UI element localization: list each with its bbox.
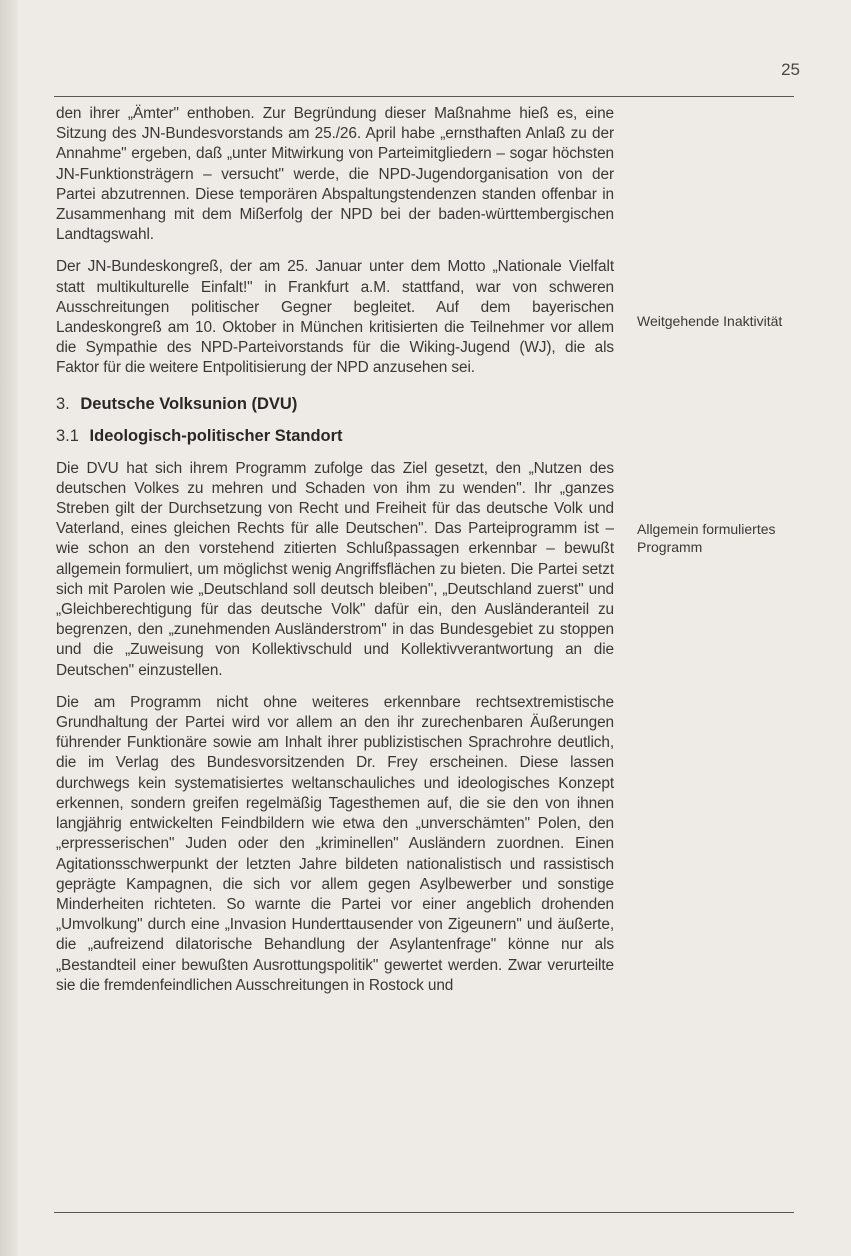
page-edge-shadow — [0, 0, 18, 1256]
page-number: 25 — [781, 60, 800, 79]
paragraph-dvu-grundhaltung: Die am Programm nicht ohne weiteres erkennbare rechtsextremistische Grundhaltung der Partei wird vor allem an den ihr zurechenbaren Äußerungen führender Funktionäre sowie am Inhalt ihrer publizistischen Sprachrohre deutlich, die im Verlag des Bundesvorsitzenden Dr. Frey erscheinen. Diese lassen durchwegs kein systematisiertes weltanschauliches und ideologisches Konzept erkennen, sondern greifen regelmäßig Tagesthemen auf, die sie den von ihnen langjährig entwickelten Feindbildern wie etwa den „unverschämten" Polen, den „erpresserischen" Juden oder den „kriminellen" Ausländern zuordnen. Einen Agitationsschwerpunkt der letzten Jahre bildeten nationalistisch und rassistisch geprägte Kampagnen, die sich vor allem gegen Asylbewerber und sonstige Minderheiten richteten. So warnte die Partei vor einer angeblich drohenden „Umvolkung" durch eine „Invasion Hunderttausender von Zigeunern" und äußerte, die „aufreizend dilatorische Behandlung der Asylantenfrage" könne nur als „Bestandteil einer bewußten Ausrottungspolitik" gewertet werden. Zwar verurteilte sie die fremdenfeindlichen Ausschreitungen in Rostock und — [56, 693, 614, 994]
bottom-rule — [54, 1212, 794, 1213]
main-column — [56, 104, 614, 1008]
section-heading-3-1 — [56, 425, 614, 447]
margin-note-inaktivitaet: Weitgehende Inaktivität — [637, 313, 783, 329]
subsection-number: 3.1 — [56, 426, 79, 445]
paragraph-bundeskongress: Der JN-Bundeskongreß, der am 25. Januar unter dem Motto „Nationale Vielfalt statt multikulturelle Einfalt!" in Frankfurt a.M. stattfand, war von schweren Ausschreitungen politischer Gegner begleitet. Auf dem bayerischen Landeskongreß am 10. Oktober in München kritisierten die Teilnehmer vor allem die Sympathie des NPD-Parteivorstands für die Wiking-Jugend (WJ), die als Faktor für die weitere Entpolitisierung der NPD anzusehen sei. — [56, 258, 614, 377]
margin-note-programm: Allgemein formuliertes Programm — [637, 521, 776, 555]
paragraph-amter: den ihrer „Ämter" enthoben. Zur Begründung dieser Maßnahme hieß es, eine Sitzung des JN-Bundesvorstands am 25./26. April habe „ernsthaften Anlaß zu der Annahme" ergeben, daß „unter Mitwirkung von Parteimitgliedern – sogar höchsten JN-Funktionsträgern – versucht" werde, die NPD-Jugendorganisation von der Partei abzutrennen. Diese temporären Abspaltungstendenzen standen offenbar in Zusammenhang mit dem Mißerfolg der NPD bei der baden-württembergischen Landtagswahl. — [56, 105, 614, 244]
top-rule — [54, 96, 794, 97]
subsection-title: Ideologisch-politischer Standort — [89, 426, 343, 445]
section-number: 3. — [56, 394, 70, 413]
section-heading-3 — [56, 393, 614, 415]
section-title: Deutsche Volksunion (DVU) — [80, 394, 298, 413]
paragraph-dvu-programm: Die DVU hat sich ihrem Programm zufolge das Ziel gesetzt, den „Nutzen des deutschen Volkes zu mehren und Schaden von ihm zu wenden". Ihr „ganzes Streben gilt der Durchsetzung von Recht und Freiheit für das deutsche Volk und Vaterland, eines gleichen Rechts für alle Deutschen". Das Parteiprogramm ist – wie schon an den vorstehend zitierten Schlußpassagen erkennbar – bewußt allgemein formuliert, um möglichst wenig Angriffsflächen zu bieten. Die Partei setzt sich mit Parolen wie „Deutschland soll deutsch bleiben", „Deutschland zuerst" und „Gleichberechtigung für das deutsche Volk" dafür ein, den Ausländeranteil zu begrenzen, den „zunehmenden Ausländerstrom" in das Bundesgebiet zu stoppen und die „Zuweisung von Kollektivschuld und Kollektivverantwortung an die Deutschen" einzustellen. — [56, 459, 614, 679]
